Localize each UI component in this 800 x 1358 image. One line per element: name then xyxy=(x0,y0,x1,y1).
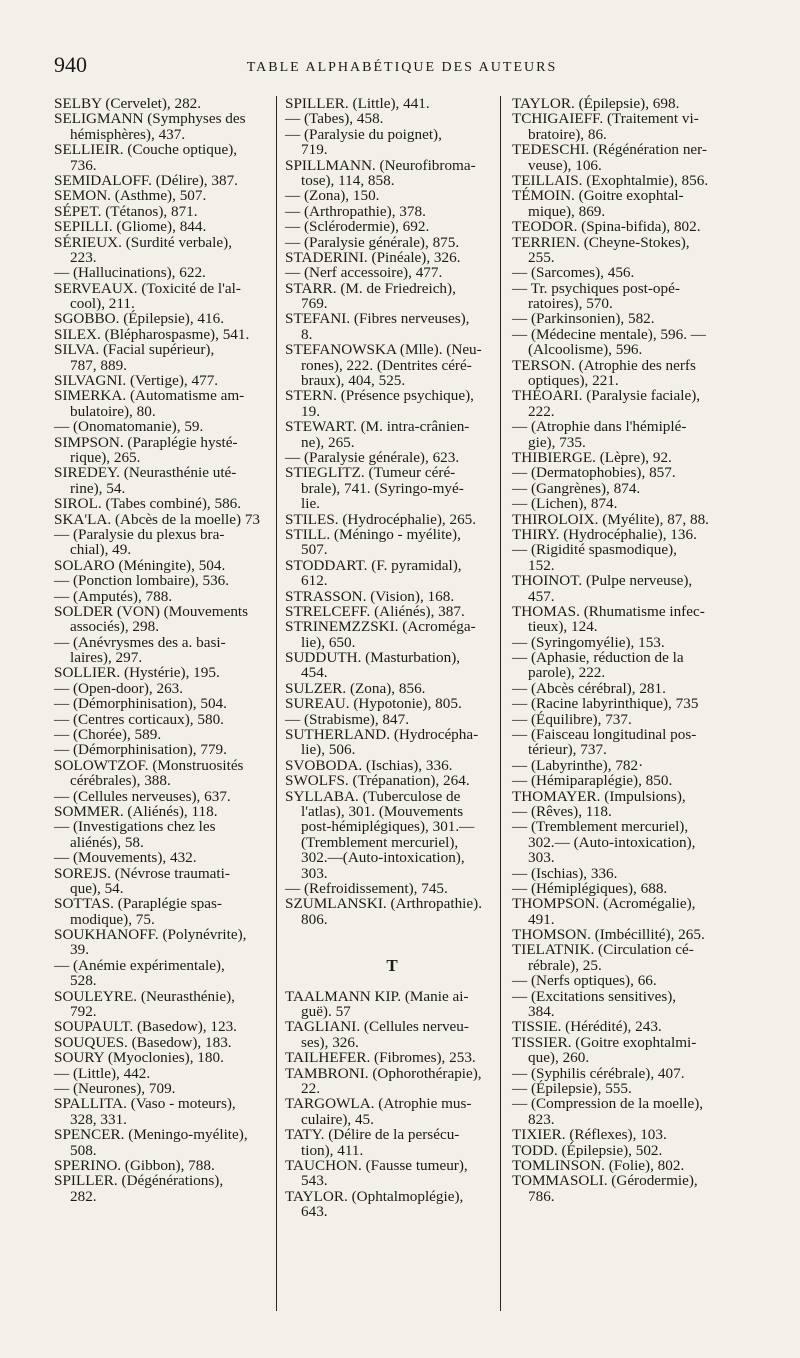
index-entry: — (Open-door), 263. xyxy=(54,679,184,697)
index-entry-continuation: 507. xyxy=(301,541,328,559)
index-entry: — (Refroidissement), 745. xyxy=(285,879,448,897)
index-entry: — Tr. psychiques post-opé- xyxy=(512,279,680,297)
index-entry: TAALMANN KIP. (Manie ai- xyxy=(285,987,469,1005)
blank-line xyxy=(285,927,499,942)
index-entry-continuation: 282. xyxy=(70,1187,97,1205)
index-entry-continuation: cérébrales), 388. xyxy=(70,772,171,790)
index-entry: SIMERKA. (Automatisme am- xyxy=(54,387,245,405)
index-entry: TOMLINSON. (Folie), 802. xyxy=(512,1156,685,1174)
index-entry: TAILHEFER. (Fibromes), 253. xyxy=(285,1049,476,1067)
index-entry: TEDESCHI. (Régénération ner- xyxy=(512,141,707,159)
index-entry: SILVAGNI. (Vertige), 477. xyxy=(54,372,219,390)
index-entry-continuation: 491. xyxy=(528,910,555,928)
index-entry: SIMPSON. (Paraplégie hysté- xyxy=(54,433,238,451)
index-entry: THOINOT. (Pulpe nerveuse), xyxy=(512,572,693,590)
index-entry: STILES. (Hydrocéphalie), 265. xyxy=(285,510,477,528)
index-column-2 xyxy=(285,96,499,1220)
index-entry: — (Rêves), 118. xyxy=(512,802,612,820)
index-entry: SOMMER. (Aliénés), 118. xyxy=(54,802,218,820)
index-entry-continuation: térieur), 737. xyxy=(528,741,607,759)
index-entry-continuation: tose), 114, 858. xyxy=(301,171,395,189)
index-entry: — (Labyrinthe), 782· xyxy=(512,756,644,774)
index-entry: — (Nerfs optiques), 66. xyxy=(512,972,657,990)
index-entry: TISSIE. (Hérédité), 243. xyxy=(512,1018,662,1036)
index-entry: — (Paralysie du poignet), xyxy=(285,125,442,143)
index-entry: — (Faisceau longitudinal pos- xyxy=(512,726,697,744)
index-entry: THIRY. (Hydrocéphalie), 136. xyxy=(512,525,697,543)
index-entry: SOLOWTZOF. (Monstruosités xyxy=(54,756,244,774)
index-entry: SPERINO. (Gibbon), 788. xyxy=(54,1156,215,1174)
index-entry-continuation: tieux), 124. xyxy=(528,618,598,636)
index-entry: TARGOWLA. (Atrophie mus- xyxy=(285,1095,472,1113)
index-entry: THOMAS. (Rhumatisme infec- xyxy=(512,602,705,620)
index-entry: — (Paralysie générale), 875. xyxy=(285,233,460,251)
index-entry-continuation: braux), 404, 525. xyxy=(301,372,406,390)
column-divider xyxy=(276,96,277,1311)
index-entry: SÉRIEUX. (Surdité verbale), xyxy=(54,233,232,251)
index-entry: — (Équilibre), 737. xyxy=(512,710,632,728)
index-entry-continuation: aliénés), 58. xyxy=(70,833,144,851)
index-entry: STEWART. (M. intra-crânien- xyxy=(285,418,470,436)
index-entry-continuation: lie), 506. xyxy=(301,741,356,759)
index-entry: THOMSON. (Imbécillité), 265. xyxy=(512,926,705,944)
index-entry: TAYLOR. (Épilepsie), 698. xyxy=(512,95,680,112)
index-entry: SUREAU. (Hypotonie), 805. xyxy=(285,695,462,713)
index-entry: TCHIGAIEFF. (Traitement vi- xyxy=(512,110,699,128)
index-entry: THIROLOIX. (Myélite), 87, 88. xyxy=(512,510,709,528)
index-entry-continuation: 303. xyxy=(301,864,328,882)
index-entry: TAUCHON. (Fausse tumeur), xyxy=(285,1156,468,1174)
index-entry: — (Excitations sensitives), xyxy=(512,987,677,1005)
index-entry: — (Neurones), 709. xyxy=(54,1080,176,1097)
index-entry-continuation: 736. xyxy=(70,156,97,174)
index-entry-continuation: cool), 211. xyxy=(70,295,135,313)
index-entry: SPILLER. (Dégénérations), xyxy=(54,1172,224,1190)
index-entry: SELIGMANN (Symphyses des xyxy=(54,110,246,128)
index-column-3 xyxy=(512,96,746,1204)
index-entry: SWOLFS. (Trépanation), 264. xyxy=(285,772,470,790)
index-entry: — (Amputés), 788. xyxy=(54,587,173,605)
index-entry: STRASSON. (Vision), 168. xyxy=(285,587,455,605)
index-entry: — (Zona), 150. xyxy=(285,187,380,205)
index-entry: — (Strabisme), 847. xyxy=(285,710,410,728)
index-entry-continuation: 302.— (Auto-intoxication), xyxy=(528,833,696,851)
index-entry: — (Tabes), 458. xyxy=(285,110,384,128)
blank-line xyxy=(285,973,499,988)
index-entry-continuation: bratoire), 86. xyxy=(528,125,607,143)
index-entry: SVOBODA. (Ischias), 336. xyxy=(285,756,453,774)
index-entry: SOURY (Myoclonies), 180. xyxy=(54,1049,224,1067)
index-entry-continuation: 8. xyxy=(301,325,313,343)
index-entry: — (Hémiparaplégie), 850. xyxy=(512,772,673,790)
index-entry: SEMON. (Asthme), 507. xyxy=(54,187,207,205)
index-entry: SELBY (Cervelet), 282. xyxy=(54,95,202,112)
index-entry: TAMBRONI. (Ophorothérapie), xyxy=(285,1064,482,1082)
index-entry: TERSON. (Atrophie des nerfs xyxy=(512,356,696,374)
index-entry: STIEGLITZ. (Tumeur céré- xyxy=(285,464,456,482)
index-entry-continuation: 19. xyxy=(301,402,320,420)
running-title: TABLE ALPHABÉTIQUE DES AUTEURS xyxy=(246,60,558,75)
index-entry-continuation: guë). 57 xyxy=(301,1003,351,1021)
index-entry: SPILLER. (Little), 441. xyxy=(285,95,430,112)
index-entry-continuation: rébrale), 25. xyxy=(528,956,602,974)
index-entry-continuation: 152. xyxy=(528,556,555,574)
index-entry: SGOBBO. (Épilepsie), 416. xyxy=(54,310,225,328)
index-entry-continuation: 528. xyxy=(70,972,97,990)
index-entry: SOLLIER. (Hystérie), 195. xyxy=(54,664,220,682)
index-entry: — (Rigidité spasmodique), xyxy=(512,541,677,559)
index-entry-continuation: associés), 298. xyxy=(70,618,159,636)
index-entry-continuation: lie. xyxy=(301,495,320,513)
index-entry: SILEX. (Blépharospasme), 541. xyxy=(54,325,250,343)
index-entry-continuation: l'atlas), 301. (Mouvements xyxy=(301,802,464,820)
index-entry: TISSIER. (Goitre exophtalmi- xyxy=(512,1033,697,1051)
index-entry: — (Syringomyélie), 153. xyxy=(512,633,665,651)
index-entry: — (Hallucinations), 622. xyxy=(54,264,206,282)
index-entry-continuation: rones), 222. (Dentrites céré- xyxy=(301,356,472,374)
index-entry: THÉOARI. (Paralysie faciale), xyxy=(512,387,701,405)
index-entry: — (Aphasie, réduction de la xyxy=(512,649,684,667)
section-letter: T xyxy=(386,955,398,975)
index-entry: STODDART. (F. pyramidal), xyxy=(285,556,462,574)
index-entry-continuation: que), 54. xyxy=(70,879,124,897)
index-entry-continuation: 39. xyxy=(70,941,89,959)
index-entry-continuation: 223. xyxy=(70,248,97,266)
index-entry: TODD. (Épilepsie), 502. xyxy=(512,1141,663,1159)
index-entry: THOMAYER. (Impulsions), xyxy=(512,787,686,805)
index-entry-continuation: optiques), 221. xyxy=(528,372,619,390)
index-entry: SELLIEIR. (Couche optique), xyxy=(54,141,238,159)
index-entry: SOUKHANOFF. (Polynévrite), xyxy=(54,926,247,944)
index-entry-continuation: brale), 741. (Syringo-myé- xyxy=(301,479,464,497)
index-entry-continuation: rine), 54. xyxy=(70,479,126,497)
index-entry-continuation: 787, 889. xyxy=(70,356,127,374)
index-entry: — (Démorphinisation), 779. xyxy=(54,741,227,759)
index-entry: STILL. (Méningo - myélite), xyxy=(285,525,461,543)
index-entry-continuation: (Alcoolisme), 596. xyxy=(528,341,643,359)
index-entry: STERN. (Présence psychique), xyxy=(285,387,474,405)
index-entry-continuation: bulatoire), 80. xyxy=(70,402,156,420)
index-entry: — (Atrophie dans l'hémiplé- xyxy=(512,418,687,436)
index-entry-continuation: 612. xyxy=(301,572,328,590)
index-entry-continuation: 508. xyxy=(70,1141,97,1159)
index-entry: — (Épilepsie), 555. xyxy=(512,1080,632,1097)
index-entry: — (Gangrènes), 874. xyxy=(512,479,641,497)
index-entry: — (Ischias), 336. xyxy=(512,864,618,882)
index-entry-continuation: 22. xyxy=(301,1080,320,1097)
index-entry: TÉMOIN. (Goitre exophtal- xyxy=(512,187,684,205)
index-entry: STADERINI. (Pinéale), 326. xyxy=(285,248,461,266)
index-entry: SUDDUTH. (Masturbation), xyxy=(285,649,461,667)
index-entry: SPENCER. (Meningo-myélite), xyxy=(54,1126,248,1144)
index-entry: TEILLAIS. (Exophtalmie), 856. xyxy=(512,171,709,189)
index-entry: STRINEMZZSKI. (Acroméga- xyxy=(285,618,476,636)
index-entry: — (Anévrysmes des a. basi- xyxy=(54,633,226,651)
index-entry-continuation: 769. xyxy=(301,295,328,313)
index-entry: — (Abcès cérébral), 281. xyxy=(512,679,666,697)
index-entry-continuation: 719. xyxy=(301,141,328,159)
index-entry-continuation: culaire), 45. xyxy=(301,1110,374,1128)
index-entry: SPILLMANN. (Neurofibroma- xyxy=(285,156,476,174)
index-entry: — (Centres corticaux), 580. xyxy=(54,710,224,728)
index-entry: — (Cellules nerveuses), 637. xyxy=(54,787,231,805)
index-entry-continuation: ses), 326. xyxy=(301,1033,359,1051)
index-entry: SEMIDALOFF. (Délire), 387. xyxy=(54,171,238,189)
index-entry-continuation: 302.—(Auto-intoxication), xyxy=(301,849,465,867)
index-entry-continuation: 643. xyxy=(301,1203,328,1221)
index-entry: SIREDEY. (Neurasthénie uté- xyxy=(54,464,237,482)
index-entry-continuation: lie), 650. xyxy=(301,633,356,651)
index-entry: TATY. (Délire de la persécu- xyxy=(285,1126,460,1144)
index-entry: SOTTAS. (Paraplégie spas- xyxy=(54,895,222,913)
index-entry-continuation: 806. xyxy=(301,910,328,928)
index-entry: SOREJS. (Névrose traumati- xyxy=(54,864,230,882)
index-entry: — (Tremblement mercuriel), xyxy=(512,818,689,836)
index-entry: SOUQUES. (Basedow), 183. xyxy=(54,1033,232,1051)
index-entry: TEODOR. (Spina-bifida), 802. xyxy=(512,218,701,236)
index-entry: — (Paralysie du plexus bra- xyxy=(54,525,225,543)
page-header xyxy=(54,52,750,82)
index-entry-continuation: ratoires), 570. xyxy=(528,295,613,313)
index-entry: — (Sarcomes), 456. xyxy=(512,264,635,282)
index-entry: TOMMASOLI. (Gérodermie), xyxy=(512,1172,698,1190)
index-entry-continuation: 454. xyxy=(301,664,328,682)
index-entry: SYLLABA. (Tuberculose de xyxy=(285,787,461,805)
page-number: 940 xyxy=(54,52,87,77)
index-entry: THOMPSON. (Acromégalie), xyxy=(512,895,696,913)
index-entry: SULZER. (Zona), 856. xyxy=(285,679,426,697)
index-entry-continuation: mique), 869. xyxy=(528,202,606,220)
index-entry: — (Syphilis cérébrale), 407. xyxy=(512,1064,685,1082)
index-entry: SKA'LA. (Abcès de la moelle) 73 xyxy=(54,510,261,528)
index-entry-continuation: (Tremblement mercuriel), xyxy=(301,833,459,851)
index-entry: TIELATNIK. (Circulation cé- xyxy=(512,941,694,959)
index-entry: SZUMLANSKI. (Arthropathie). xyxy=(285,895,482,913)
index-entry-continuation: rique), 265. xyxy=(70,448,141,466)
index-entry: — (Lichen), 874. xyxy=(512,495,618,513)
index-entry: TAYLOR. (Ophtalmoplégie), xyxy=(285,1187,464,1205)
index-entry-continuation: que), 260. xyxy=(528,1049,590,1067)
index-entry: — (Mouvements), 432. xyxy=(54,849,197,867)
index-entry: — (Médecine mentale), 596. — xyxy=(512,325,706,343)
index-entry: STEFANOWSKA (Mlle). (Neu- xyxy=(285,341,482,359)
index-entry: — (Ponction lombaire), 536. xyxy=(54,572,230,590)
index-entry: — (Chorée), 589. xyxy=(54,726,162,744)
index-entry: STARR. (M. de Friedreich), xyxy=(285,279,456,297)
index-entry: — (Anémie expérimentale), xyxy=(54,956,225,974)
index-entry-continuation: post-hémiplégiques), 301.— xyxy=(301,818,475,836)
index-entry: — (Compression de la moelle), xyxy=(512,1095,704,1113)
index-entry: SILVA. (Facial supérieur), xyxy=(54,341,215,359)
index-entry-continuation: 222. xyxy=(528,402,555,420)
index-entry: — (Investigations chez les xyxy=(54,818,216,836)
index-entry-continuation: 384. xyxy=(528,1003,555,1021)
index-entry: — (Parkinsonien), 582. xyxy=(512,310,655,328)
index-entry: SOUPAULT. (Basedow), 123. xyxy=(54,1018,237,1036)
index-entry: — (Sclérodermie), 692. xyxy=(285,218,430,236)
index-entry: SEPILLI. (Gliome), 844. xyxy=(54,218,207,236)
index-entry: TIXIER. (Réflexes), 103. xyxy=(512,1126,667,1144)
index-entry: SOULEYRE. (Neurasthénie), xyxy=(54,987,235,1005)
index-entry: SIROL. (Tabes combiné), 586. xyxy=(54,495,242,513)
index-entry: — (Hémiplégiques), 688. xyxy=(512,879,668,897)
index-entry-continuation: ne), 265. xyxy=(301,433,355,451)
index-entry: TAGLIANI. (Cellules nerveu- xyxy=(285,1018,469,1036)
index-entry-continuation: 303. xyxy=(528,849,555,867)
index-entry: — (Paralysie générale), 623. xyxy=(285,448,460,466)
index-columns xyxy=(54,96,746,1346)
index-entry-continuation: 543. xyxy=(301,1172,328,1190)
index-entry: SPALLITA. (Vaso - moteurs), xyxy=(54,1095,236,1113)
index-entry: SOLDER (VON) (Mouvements xyxy=(54,602,249,620)
index-entry: SERVEAUX. (Toxicité de l'al- xyxy=(54,279,241,297)
index-entry-continuation: 823. xyxy=(528,1110,555,1128)
index-entry-continuation: 328, 331. xyxy=(70,1110,127,1128)
index-entry-continuation: 786. xyxy=(528,1187,555,1205)
index-entry: — (Little), 442. xyxy=(54,1064,151,1082)
index-entry: — (Racine labyrinthique), 735 xyxy=(512,695,699,713)
index-entry: SUTHERLAND. (Hydrocépha- xyxy=(285,726,479,744)
index-entry: SÉPET. (Tétanos), 871. xyxy=(54,202,198,220)
index-entry: — (Démorphinisation), 504. xyxy=(54,695,227,713)
index-entry: — (Arthropathie), 378. xyxy=(285,202,426,220)
index-column-1 xyxy=(54,96,266,1204)
index-entry: — (Nerf accessoire), 477. xyxy=(285,264,443,282)
index-entry: STEFANI. (Fibres nerveuses), xyxy=(285,310,470,328)
index-entry-continuation: hémisphères), 437. xyxy=(70,125,186,143)
index-entry-continuation: gie), 735. xyxy=(528,433,586,451)
index-entry-continuation: 255. xyxy=(528,248,555,266)
column-divider xyxy=(500,96,501,1311)
index-entry: STRELCEFF. (Aliénés), 387. xyxy=(285,602,465,620)
index-entry-continuation: modique), 75. xyxy=(70,910,155,928)
index-entry: SOLARO (Méningite), 504. xyxy=(54,556,226,574)
index-entry-continuation: veuse), 106. xyxy=(528,156,602,174)
index-entry: THIBIERGE. (Lèpre), 92. xyxy=(512,448,672,466)
index-entry-continuation: 457. xyxy=(528,587,555,605)
index-entry: — (Onomatomanie), 59. xyxy=(54,418,204,436)
index-entry-continuation: 792. xyxy=(70,1003,97,1021)
index-entry-continuation: tion), 411. xyxy=(301,1141,364,1159)
index-entry: — (Dermatophobies), 857. xyxy=(512,464,676,482)
index-entry: TERRIEN. (Cheyne-Stokes), xyxy=(512,233,690,251)
index-entry-continuation: laires), 297. xyxy=(70,649,143,667)
index-entry-continuation: parole), 222. xyxy=(528,664,606,682)
index-entry-continuation: chial), 49. xyxy=(70,541,132,559)
